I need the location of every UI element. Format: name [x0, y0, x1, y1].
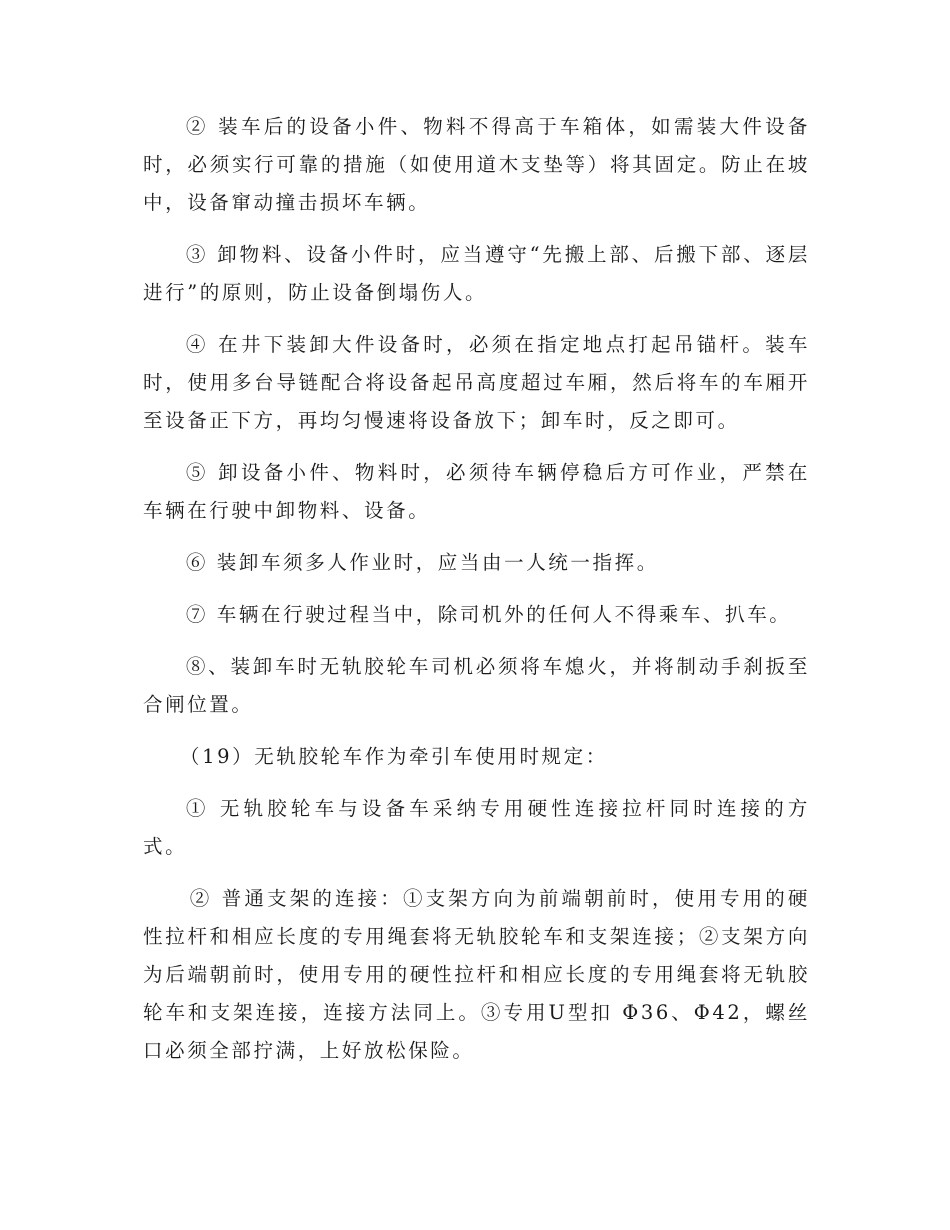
section-heading-19: （19）无轨胶轮车作为牵引车使用时规定：: [180, 745, 608, 768]
paragraph-item-5: ⑤ 卸设备小件、物料时，必须待车辆停稳后方可作业，严禁在车辆在行驶中卸物料、设备。: [143, 461, 810, 522]
paragraph-19-item-2: ② 普通支架的连接：①支架方向为前端朝前时，使用专用的硬性拉杆和相应长度的专用绳套将无轨胶轮车和支架连接；②支架方向为后端朝前时，使用专用的硬性拉杆和相应长度的专用绳套将无轨胶轮车和支架连接，连接方法同上。③专用U型扣 Φ36、Φ42，螺丝口必须全部拧满，上好放松保险。: [143, 887, 810, 1062]
paragraph-item-8: ⑧、装卸车时无轨胶轮车司机必须将车熄火，并将制动手刹扳至合闸位置。: [143, 655, 810, 716]
paragraph-item-3: ③ 卸物料、设备小件时，应当遵守“先搬上部、后搬下部、逐层进行”的原则，防止设备倒塌伤人。: [143, 243, 810, 304]
paragraph-item-7: ⑦ 车辆在行驶过程当中，除司机外的任何人不得乘车、扒车。: [185, 603, 792, 626]
paragraph-item-4: ④ 在井下装卸大件设备时，必须在指定地点打起吊锚杆。装车时，使用多台导链配合将设备起吊高度超过车厢，然后将车的车厢开至设备正下方，再均匀慢速将设备放下；卸车时，反之即可。: [143, 333, 810, 432]
paragraph-item-6: ⑥ 装卸车须多人作业时，应当由一人统一指挥。: [185, 551, 659, 574]
document-body: [143, 108, 810, 1084]
paragraph-item-2: ② 装车后的设备小件、物料不得高于车箱体，如需装大件设备时，必须实行可靠的措施（如使用道木支垫等）将其固定。防止在坡中，设备窜动撞击损坏车辆。: [143, 115, 810, 214]
paragraph-19-item-1: ① 无轨胶轮车与设备车采纳专用硬性连接拉杆同时连接的方式。: [143, 797, 810, 858]
